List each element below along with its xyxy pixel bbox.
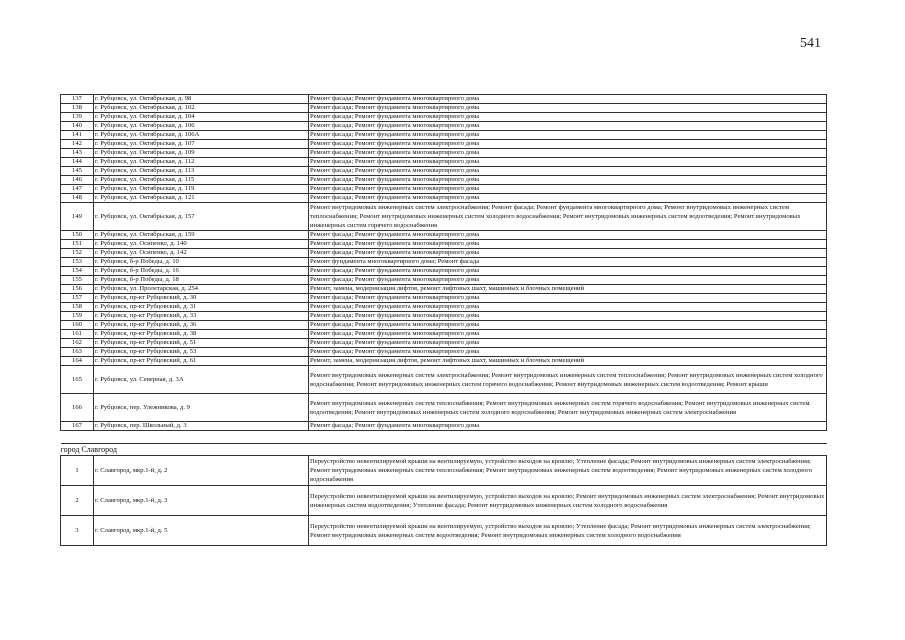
row-number: 158 xyxy=(61,303,94,312)
row-address: г. Рубцовск, ул. Октябрьская, д. 112 xyxy=(94,158,309,167)
row-number: 155 xyxy=(61,276,94,285)
row-address: г. Рубцовск, пр-кт Рубцовский, д. 53 xyxy=(94,348,309,357)
row-works: Ремонт фасада; Ремонт фундамента многоквартирного дома xyxy=(309,339,827,348)
row-works: Ремонт фасада; Ремонт фундамента многоквартирного дома xyxy=(309,167,827,176)
row-works: Ремонт внутридомовых инженерных систем электроснабжения; Ремонт внутридомовых инженерных систем теплоснабжения; Ремонт внутридомовых инженерных систем холодного водоснабжения; Ремонт внутридомовых инженерных систем горячего водоснабжения; Ремонт внутридомовых инженерных систем водоотведения; Ремонт крыши xyxy=(309,366,827,394)
capital-repair-table xyxy=(60,94,827,546)
table-row xyxy=(61,486,827,516)
row-number: 137 xyxy=(61,95,94,104)
row-address: г. Рубцовск, пр-кт Рубцовский, д. 31 xyxy=(94,303,309,312)
row-works: Ремонт, замена, модернизация лифтов, ремонт лифтовых шахт, машинных и блочных помещений xyxy=(309,357,827,366)
row-works: Переустройство невентилируемой крыши на вентилируемую, устройство выходов на кровлю; Утепление фасада; Ремонт внутридомовых инженерных систем электроснабжения; Ремонт внутридомовых инженерных систем водоотведения; Ремонт внутридомовых инженерных систем холодного водоснабжения xyxy=(309,516,827,546)
table-row xyxy=(61,185,827,194)
city-heading-label: город Славгород xyxy=(61,444,827,456)
city-section-heading xyxy=(61,444,827,456)
row-address: г. Рубцовск, ул. Октябрьская, д. 119 xyxy=(94,185,309,194)
row-address: г. Славгород, мкр.1-й, д. 2 xyxy=(94,456,309,486)
row-address: г. Рубцовск, ул. Октябрьская, д. 115 xyxy=(94,176,309,185)
row-works: Ремонт фасада; Ремонт фундамента многоквартирного дома xyxy=(309,267,827,276)
row-address: г. Рубцовск, ул. Октябрьская, д. 157 xyxy=(94,203,309,231)
row-works: Ремонт фасада; Ремонт фундамента многоквартирного дома xyxy=(309,312,827,321)
row-works: Ремонт фасада; Ремонт фундамента многоквартирного дома xyxy=(309,294,827,303)
row-number: 149 xyxy=(61,203,94,231)
table-row xyxy=(61,249,827,258)
row-works: Ремонт фасада; Ремонт фундамента многоквартирного дома xyxy=(309,231,827,240)
row-number: 157 xyxy=(61,294,94,303)
table-row xyxy=(61,456,827,486)
row-number: 148 xyxy=(61,194,94,203)
row-works: Ремонт фасада; Ремонт фундамента многоквартирного дома xyxy=(309,330,827,339)
row-number: 3 xyxy=(61,516,94,546)
row-address: г. Рубцовск, пр-кт Рубцовский, д. 36 xyxy=(94,321,309,330)
row-number: 154 xyxy=(61,267,94,276)
row-works: Ремонт фасада; Ремонт фундамента многоквартирного дома xyxy=(309,113,827,122)
table-row xyxy=(61,240,827,249)
page-number: 541 xyxy=(800,36,821,51)
row-number: 150 xyxy=(61,231,94,240)
row-address: г. Рубцовск, б-р Победы, д. 18 xyxy=(94,276,309,285)
row-number: 146 xyxy=(61,176,94,185)
table-row xyxy=(61,366,827,394)
row-number: 167 xyxy=(61,422,94,431)
row-number: 144 xyxy=(61,158,94,167)
table-row xyxy=(61,131,827,140)
row-works: Ремонт фасада; Ремонт фундамента многоквартирного дома xyxy=(309,176,827,185)
table-row xyxy=(61,422,827,431)
row-works: Ремонт фасада; Ремонт фундамента многоквартирного дома xyxy=(309,303,827,312)
table-row xyxy=(61,203,827,231)
row-address: г. Рубцовск, ул. Октябрьская, д. 121 xyxy=(94,194,309,203)
row-works: Ремонт фасада; Ремонт фундамента многоквартирного дома xyxy=(309,149,827,158)
table-row xyxy=(61,194,827,203)
row-number: 2 xyxy=(61,486,94,516)
table-row xyxy=(61,516,827,546)
row-number: 140 xyxy=(61,122,94,131)
row-address: г. Рубцовск, ул. Октябрьская, д. 113 xyxy=(94,167,309,176)
row-address: г. Рубцовск, пр-кт Рубцовский, д. 51 xyxy=(94,339,309,348)
row-works: Ремонт фасада; Ремонт фундамента многоквартирного дома xyxy=(309,240,827,249)
row-number: 139 xyxy=(61,113,94,122)
row-address: г. Рубцовск, ул. Осипенко, д. 140 xyxy=(94,240,309,249)
row-number: 165 xyxy=(61,366,94,394)
table-row xyxy=(61,357,827,366)
table-row xyxy=(61,167,827,176)
row-number: 161 xyxy=(61,330,94,339)
row-works: Ремонт фасада; Ремонт фундамента многоквартирного дома xyxy=(309,158,827,167)
row-address: г. Рубцовск, пер. Улежникова, д. 9 xyxy=(94,394,309,422)
row-works: Ремонт внутридомовых инженерных систем теплоснабжения; Ремонт внутридомовых инженерных систем горячего водоснабжения; Ремонт внутридомовых инженерных систем водоотведения; Ремонт внутридомовых инженерных систем холодного водоснабжения; Ремонт внутридомовых инженерных систем электроснабжения xyxy=(309,394,827,422)
row-address: г. Рубцовск, пр-кт Рубцовский, д. 38 xyxy=(94,330,309,339)
table-row xyxy=(61,122,827,131)
row-works: Переустройство невентилируемой крыши на вентилируемую, устройство выходов на кровлю; Утепление фасада; Ремонт внутридомовых инженерных систем электроснабжения; Ремонт внутридомовых инженерных систем теплоснабжения; Ремонт внутридомовых инженерных систем водоотведения; Ремонт внутридомовых инженерных систем холодного водоснабжения xyxy=(309,456,827,486)
row-address: г. Рубцовск, пр-кт Рубцовский, д. 30 xyxy=(94,294,309,303)
table-row xyxy=(61,104,827,113)
table-row xyxy=(61,95,827,104)
table-row xyxy=(61,339,827,348)
table-row xyxy=(61,267,827,276)
table-row xyxy=(61,330,827,339)
row-number: 138 xyxy=(61,104,94,113)
row-address: г. Рубцовск, б-р Победы, д. 16 xyxy=(94,267,309,276)
row-address: г. Рубцовск, б-р Победы, д. 10 xyxy=(94,258,309,267)
row-number: 156 xyxy=(61,285,94,294)
row-number: 152 xyxy=(61,249,94,258)
row-works: Ремонт фасада; Ремонт фундамента многоквартирного дома xyxy=(309,140,827,149)
row-address: г. Рубцовск, ул. Пролетарская, д. 254 xyxy=(94,285,309,294)
table-row xyxy=(61,294,827,303)
table-row xyxy=(61,348,827,357)
table-row xyxy=(61,258,827,267)
section-spacer xyxy=(61,431,827,444)
table-row xyxy=(61,312,827,321)
table-row xyxy=(61,321,827,330)
row-address: г. Рубцовск, пр-кт Рубцовский, д. 33 xyxy=(94,312,309,321)
row-number: 141 xyxy=(61,131,94,140)
row-works: Переустройство невентилируемой крыши на вентилируемую, устройство выходов на кровлю; Ремонт внутридомовых инженерных систем электроснабжения; Ремонт внутридомовых инженерных систем водоотведения; Утепление фасада; Ремонт внутридомовых инженерных систем холодного водоснабжения xyxy=(309,486,827,516)
row-number: 166 xyxy=(61,394,94,422)
row-address: г. Рубцовск, ул. Северная, д. 3А xyxy=(94,366,309,394)
row-number: 163 xyxy=(61,348,94,357)
table-row xyxy=(61,140,827,149)
row-number: 143 xyxy=(61,149,94,158)
row-works: Ремонт фасада; Ремонт фундамента многоквартирного дома xyxy=(309,131,827,140)
row-number: 147 xyxy=(61,185,94,194)
row-works: Ремонт фасада; Ремонт фундамента многоквартирного дома xyxy=(309,122,827,131)
row-works: Ремонт, замена, модернизация лифтов, ремонт лифтовых шахт, машинных и блочных помещений xyxy=(309,285,827,294)
row-works: Ремонт фасада; Ремонт фундамента многоквартирного дома xyxy=(309,185,827,194)
table-row xyxy=(61,149,827,158)
table-row xyxy=(61,158,827,167)
row-works: Ремонт фасада; Ремонт фундамента многоквартирного дома xyxy=(309,422,827,431)
row-works: Ремонт фасада; Ремонт фундамента многоквартирного дома xyxy=(309,194,827,203)
table-row xyxy=(61,394,827,422)
row-address: г. Рубцовск, ул. Октябрьская, д. 98 xyxy=(94,95,309,104)
row-address: г. Рубцовск, ул. Октябрьская, д. 102 xyxy=(94,104,309,113)
row-address: г. Рубцовск, ул. Октябрьская, д. 107 xyxy=(94,140,309,149)
row-number: 151 xyxy=(61,240,94,249)
row-number: 162 xyxy=(61,339,94,348)
row-address: г. Рубцовск, ул. Октябрьская, д. 106 xyxy=(94,122,309,131)
row-works: Ремонт внутридомовых инженерных систем электроснабжения; Ремонт фасада; Ремонт фундамента многоквартирного дома; Ремонт внутридомовых инженерных систем теплоснабжения; Ремонт внутридомовых инженерных систем холодного водоснабжения; Ремонт внутридомовых инженерных систем водоотведения; Ремонт внутридомовых инженерных систем горячего водоснабжения xyxy=(309,203,827,231)
row-works: Ремонт фасада; Ремонт фундамента многоквартирного дома xyxy=(309,348,827,357)
row-number: 153 xyxy=(61,258,94,267)
row-address: г. Славгород, мкр.1-й, д. 3 xyxy=(94,486,309,516)
row-number: 159 xyxy=(61,312,94,321)
row-works: Ремонт фундамента многоквартирного дома; Ремонт фасада xyxy=(309,258,827,267)
row-works: Ремонт фасада; Ремонт фундамента многоквартирного дома xyxy=(309,321,827,330)
row-works: Ремонт фасада; Ремонт фундамента многоквартирного дома xyxy=(309,249,827,258)
table-row xyxy=(61,285,827,294)
row-address: г. Рубцовск, ул. Осипенко, д. 142 xyxy=(94,249,309,258)
row-address: г. Рубцовск, пр-кт Рубцовский, д. 61 xyxy=(94,357,309,366)
row-number: 164 xyxy=(61,357,94,366)
table-row xyxy=(61,113,827,122)
table-row xyxy=(61,176,827,185)
row-address: г. Рубцовск, ул. Октябрьская, д. 104 xyxy=(94,113,309,122)
row-works: Ремонт фасада; Ремонт фундамента многоквартирного дома xyxy=(309,104,827,113)
row-number: 1 xyxy=(61,456,94,486)
row-works: Ремонт фасада; Ремонт фундамента многоквартирного дома xyxy=(309,95,827,104)
row-address: г. Рубцовск, ул. Октябрьская, д. 109 xyxy=(94,149,309,158)
table-row xyxy=(61,231,827,240)
row-address: г. Рубцовск, пер. Школьный, д. 3 xyxy=(94,422,309,431)
row-number: 142 xyxy=(61,140,94,149)
table-row xyxy=(61,276,827,285)
row-number: 160 xyxy=(61,321,94,330)
row-works: Ремонт фасада; Ремонт фундамента многоквартирного дома xyxy=(309,276,827,285)
row-address: г. Рубцовск, ул. Октябрьская, д. 106А xyxy=(94,131,309,140)
row-number: 145 xyxy=(61,167,94,176)
table-row xyxy=(61,303,827,312)
row-address: г. Рубцовск, ул. Октябрьская, д. 159 xyxy=(94,231,309,240)
row-address: г. Славгород, мкр.1-й, д. 5 xyxy=(94,516,309,546)
